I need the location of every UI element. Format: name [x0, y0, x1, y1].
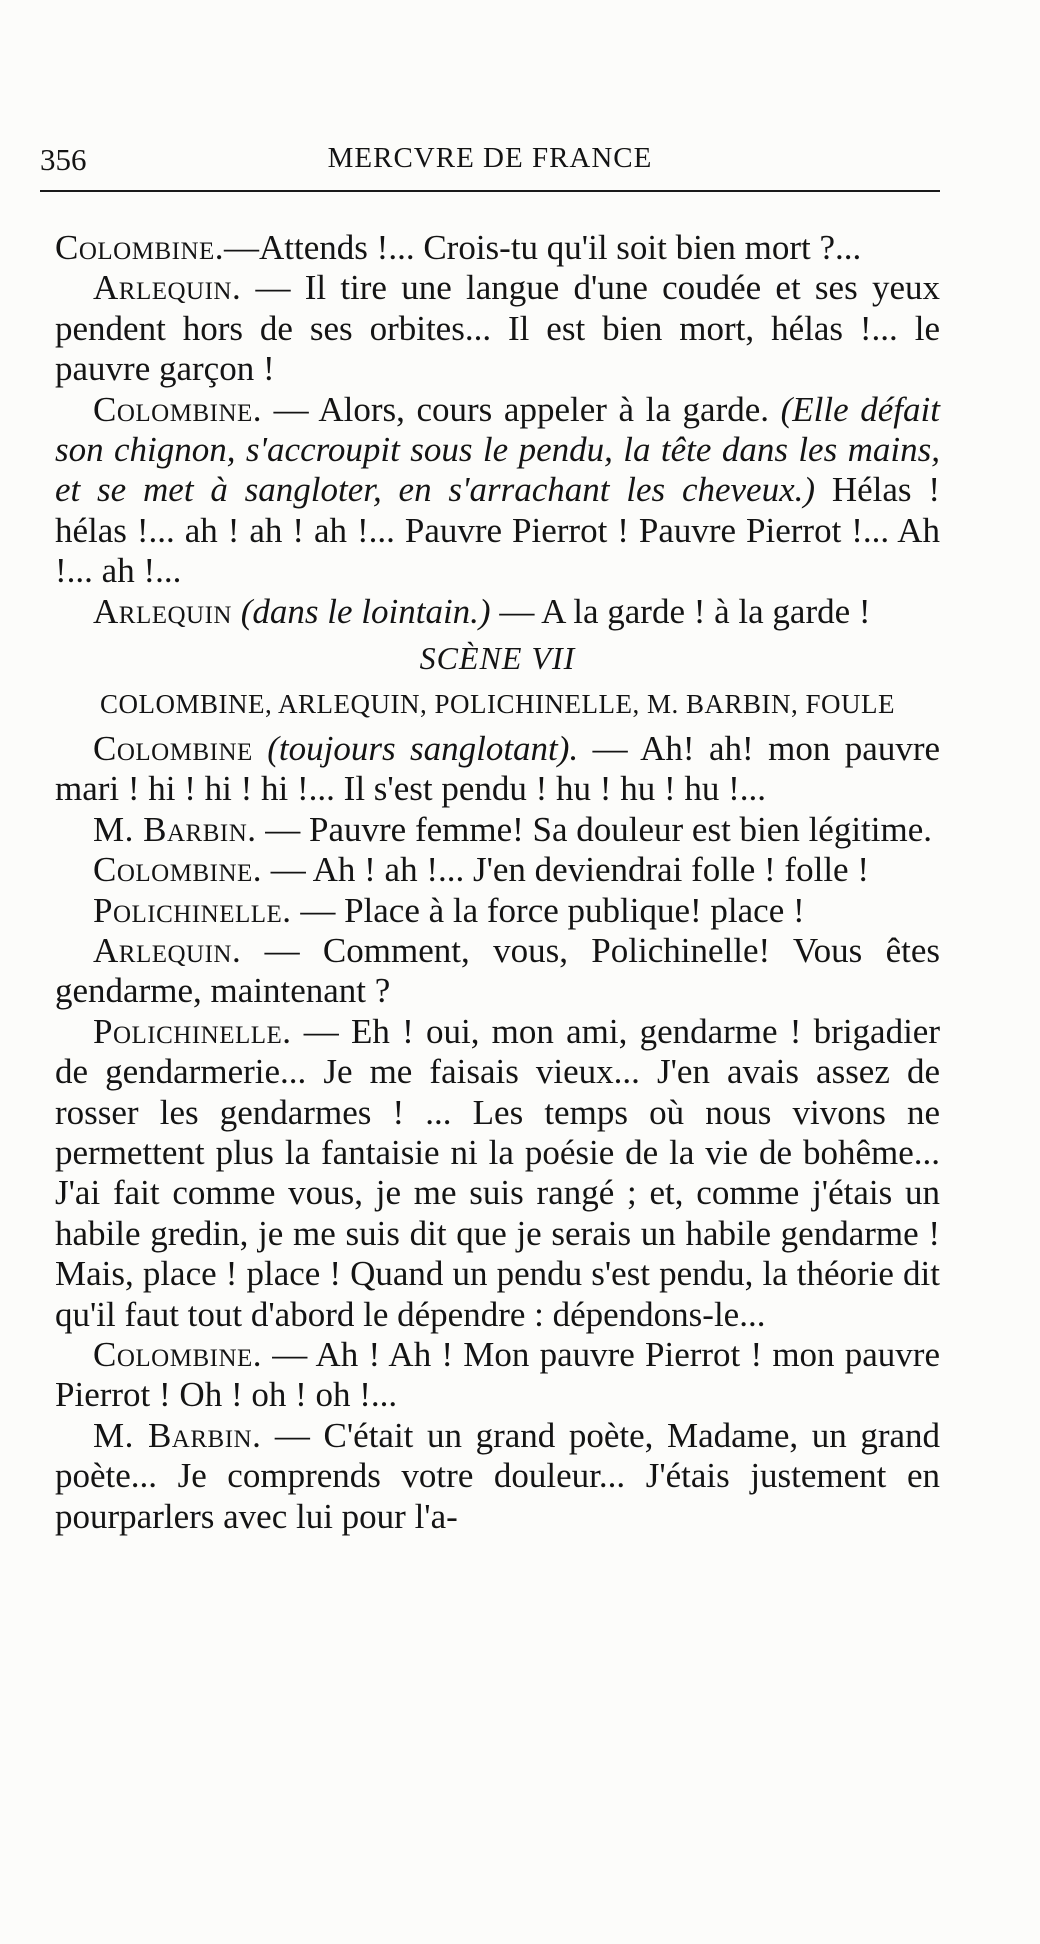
- speech-barbin-2: [55, 1416, 940, 1537]
- speaker-name: Colombine: [93, 728, 253, 768]
- page-body: [55, 228, 940, 1537]
- speaker-name: M. Barbin.: [93, 1415, 262, 1455]
- page-number: 356: [40, 142, 87, 177]
- speaker-name: Arlequin.: [93, 930, 242, 970]
- speech-text: — Il tire une langue d'une coudée et ses yeux pendent hors de ses orbites... Il est bien mort, hélas !... le pauvre garçon !: [55, 268, 940, 389]
- page-header: [40, 142, 940, 186]
- speaker-name: Colombine.: [55, 228, 225, 267]
- speaker-name: Colombine.: [93, 850, 263, 890]
- speech-colombine-2: [55, 390, 940, 592]
- speech-barbin-1: [55, 810, 940, 850]
- speaker-name: M. Barbin.: [93, 809, 257, 849]
- speech-arlequin-1: [55, 268, 940, 389]
- speech-colombine-4: [55, 850, 940, 890]
- speaker-name: Arlequin.: [93, 268, 242, 308]
- stage-direction: (Elle défait son chignon, s'accroupit sous le pendu, la tête dans les mains, et se met à sangloter, en s'arrachant les cheveux.): [55, 389, 940, 510]
- speech-polichinelle-1: [55, 891, 940, 931]
- speaker-name: Colombine.: [93, 1334, 263, 1374]
- speech-colombine-3: [55, 729, 940, 810]
- running-title: MERCVRE DE FRANCE: [327, 142, 653, 174]
- speaker-name: Colombine.: [93, 389, 263, 429]
- speech-colombine-1: [55, 228, 940, 268]
- speech-text: — A la garde ! à la garde !: [490, 591, 871, 631]
- speech-arlequin-3: [55, 931, 940, 1012]
- speech-text: — Alors, cours appeler à la garde.: [262, 389, 781, 429]
- speech-text: — Pauvre femme! Sa douleur est bien légitime.: [256, 809, 933, 849]
- speech-text: — Ah ! Ah ! Mon pauvre Pierrot ! mon pauvre Pierrot ! Oh ! oh ! oh !...: [55, 1334, 940, 1415]
- speaker-name: Polichinelle.: [93, 890, 292, 930]
- stage-direction: (dans le lointain.): [231, 591, 491, 631]
- speaker-name: Polichinelle.: [93, 1011, 292, 1051]
- speech-text: — Eh ! oui, mon ami, gendarme ! brigadier de gendarmerie... Je me faisais vieux... J'en avais assez de rosser les gendarmes ! ... Les temps où nous vivons ne permettent plus la fantaisie ni la poésie de la vie de bohême... J'ai fait comme vous, je me suis rangé ; et, comme j'étais un habile gredin, je me suis dit que je serais un habile gendarme ! Mais, place ! place ! Quand un pendu s'est pendu, la théorie dit qu'il faut tout d'abord le dépendre : dépendons-le...: [55, 1011, 940, 1334]
- speech-polichinelle-2: [55, 1012, 940, 1335]
- header-rule: [40, 190, 940, 192]
- speech-text: Hélas ! hélas !... ah ! ah ! ah !... Pauvre Pierrot ! Pauvre Pierrot !... Ah !... ah !...: [55, 470, 940, 591]
- scene-heading: SCÈNE VII: [419, 640, 576, 677]
- speech-text: — Comment, vous, Polichinelle! Vous êtes gendarme, maintenant ?: [55, 930, 940, 1011]
- speech-text: — Place à la force publique! place !: [291, 890, 805, 930]
- speech-text: — Ah! ah! mon pauvre mari ! hi ! hi ! hi !... Il s'est pendu ! hu ! hu ! hu !...: [55, 728, 941, 809]
- speech-text: — C'était un grand poète, Madame, un grand poète... Je comprends votre douleur... J'étais justement en pourparlers avec lui pour l'a-: [55, 1415, 941, 1536]
- speech-text: — Ah ! ah !... J'en deviendrai folle ! folle !: [262, 850, 869, 890]
- speech-text: —Attends !... Crois-tu qu'il soit bien mort ?...: [224, 228, 862, 267]
- cast-list: COLOMBINE, ARLEQUIN, POLICHINELLE, M. BARBIN, FOULE: [100, 689, 895, 720]
- speech-colombine-5: [55, 1335, 940, 1416]
- speech-arlequin-2: [55, 592, 940, 632]
- speaker-name: Arlequin: [93, 591, 232, 631]
- stage-direction: (toujours sanglotant).: [252, 728, 579, 768]
